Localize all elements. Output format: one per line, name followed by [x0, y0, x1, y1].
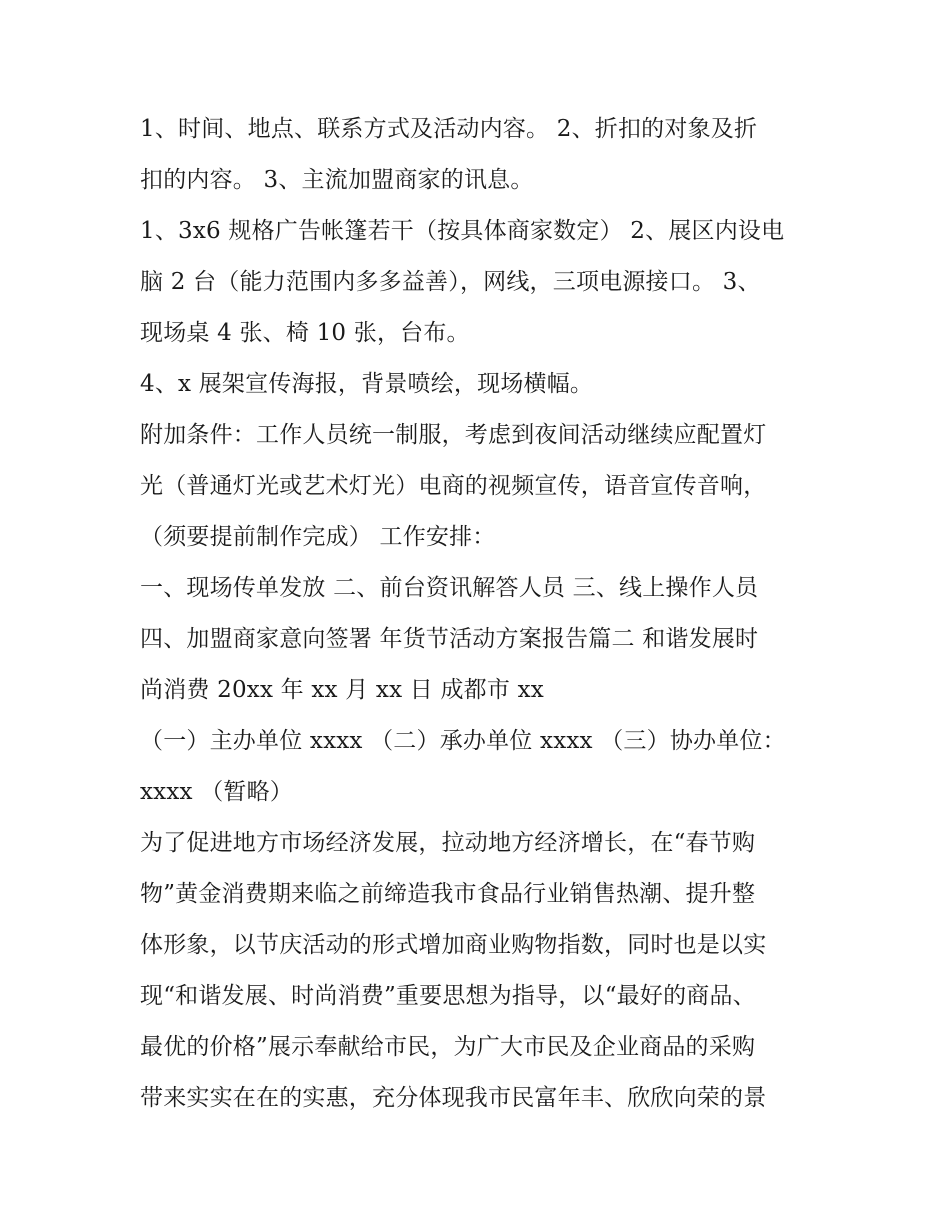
- text-line: 4、x 展架宣传海报，背景喷绘，现场横幅。: [140, 371, 594, 397]
- text-line: 四、加盟商家意向签署 年货节活动方案报告篇二 和谐发展时: [140, 626, 759, 652]
- text-line: 带来实实在在的实惠，充分体现我市民富年丰、欣欣向荣的景: [140, 1085, 767, 1111]
- text-line: 为了促进地方市场经济发展，拉动地方经济增长，在“春节购: [140, 830, 756, 856]
- text-line: 光（普通灯光或艺术灯光）电商的视频宣传，语音宣传音响，: [140, 473, 767, 499]
- text-line: 1、3x6 规格广告帐篷若干（按具体商家数定） 2、展区内设电: [140, 218, 785, 244]
- text-line: 现“和谐发展、时尚消费”重要思想为指导，以“最好的商品、: [140, 983, 756, 1009]
- text-line: （须要提前制作完成） 工作安排：: [140, 524, 496, 550]
- text-line: （一）主办单位 xxxx （二）承办单位 xxxx （三）协办单位：: [140, 728, 786, 754]
- text-line: 扣的内容。 3、主流加盟商家的讯息。: [140, 167, 534, 193]
- text-line: xxxx （暂略）: [140, 779, 293, 805]
- text-line: 尚消费 20xx 年 xx 月 xx 日 成都市 xx: [140, 677, 544, 703]
- text-line: 最优的价格”展示奉献给市民，为广大市民及企业商品的采购: [140, 1034, 756, 1060]
- text-line: 一、现场传单发放 二、前台资讯解答人员 三、线上操作人员: [140, 575, 759, 601]
- text-line: 物”黄金消费期来临之前缔造我市食品行业销售热潮、提升整: [140, 881, 756, 907]
- document-body: [140, 104, 830, 1124]
- text-line: 附加条件：工作人员统一制服，考虑到夜间活动继续应配置灯: [140, 422, 767, 448]
- text-line: 1、时间、地点、联系方式及活动内容。 2、折扣的对象及折: [140, 116, 758, 142]
- text-line: 脑 2 台（能力范围内多多益善），网线，三项电源接口。 3、: [140, 269, 761, 295]
- text-line: 体形象，以节庆活动的形式增加商业购物指数，同时也是以实: [140, 932, 767, 958]
- text-line: 现场桌 4 张、椅 10 张，台布。: [140, 320, 470, 346]
